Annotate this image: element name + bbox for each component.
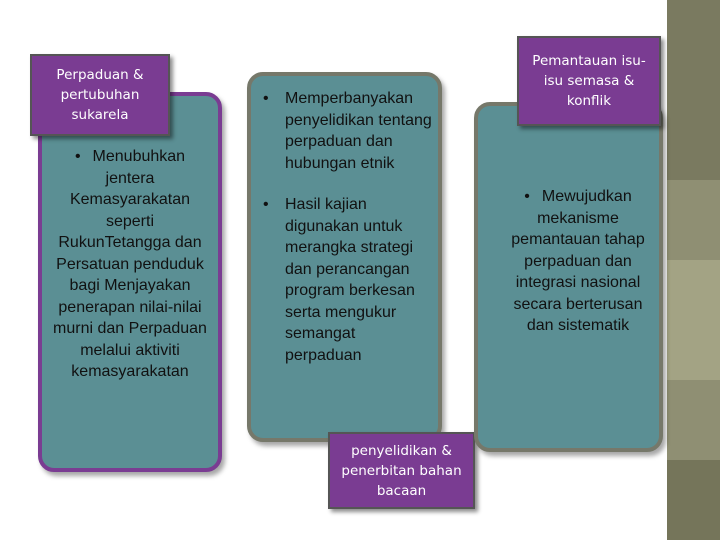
decor-stripe bbox=[667, 380, 720, 460]
bullet-icon: • bbox=[74, 148, 81, 165]
panel-penyelidikan-list bbox=[263, 88, 433, 386]
bullet-icon: • bbox=[263, 90, 269, 107]
label-pemantauan-text: Pemantauan isu-isu semasa & konflik bbox=[532, 53, 646, 109]
decor-stripe bbox=[667, 460, 720, 540]
decor-stripe bbox=[667, 0, 720, 180]
label-penyelidikan bbox=[328, 432, 475, 509]
decor-stripe bbox=[667, 180, 720, 260]
label-pemantauan bbox=[517, 36, 661, 126]
panel-pemantauan-text bbox=[505, 186, 651, 337]
bullet-text: Menubuhkan jentera Kemasyarakatan seperti RukunTetangga dan Persatuan penduduk bagi Menjayakan penerapan nilai-nilai murni dan Perpaduan melalui aktiviti kemasyarakatan bbox=[53, 148, 207, 380]
label-perpaduan-text: Perpaduan & pertubuhan sukarela bbox=[56, 67, 144, 123]
bullet-text: Memperbanyakan penyelidikan tentang perpaduan dan hubungan etnik bbox=[285, 90, 432, 172]
list-item bbox=[263, 88, 433, 174]
list-item bbox=[263, 194, 433, 366]
label-penyelidikan-text: penyelidikan & penerbitan bahan bacaan bbox=[341, 442, 462, 499]
bullet-text: Mewujudkan mekanisme pemantauan tahap perpaduan dan integrasi nasional secara berterusan dan sistematik bbox=[511, 188, 645, 334]
label-perpaduan bbox=[30, 54, 170, 136]
decor-stripe bbox=[667, 260, 720, 380]
bullet-icon: • bbox=[263, 196, 269, 213]
bullet-icon: • bbox=[524, 188, 530, 205]
bullet-text: Hasil kajian digunakan untuk merangka strategi dan perancangan program berkesan serta mengukur semangat perpaduan bbox=[285, 196, 415, 364]
panel-perpaduan-text bbox=[52, 146, 208, 383]
